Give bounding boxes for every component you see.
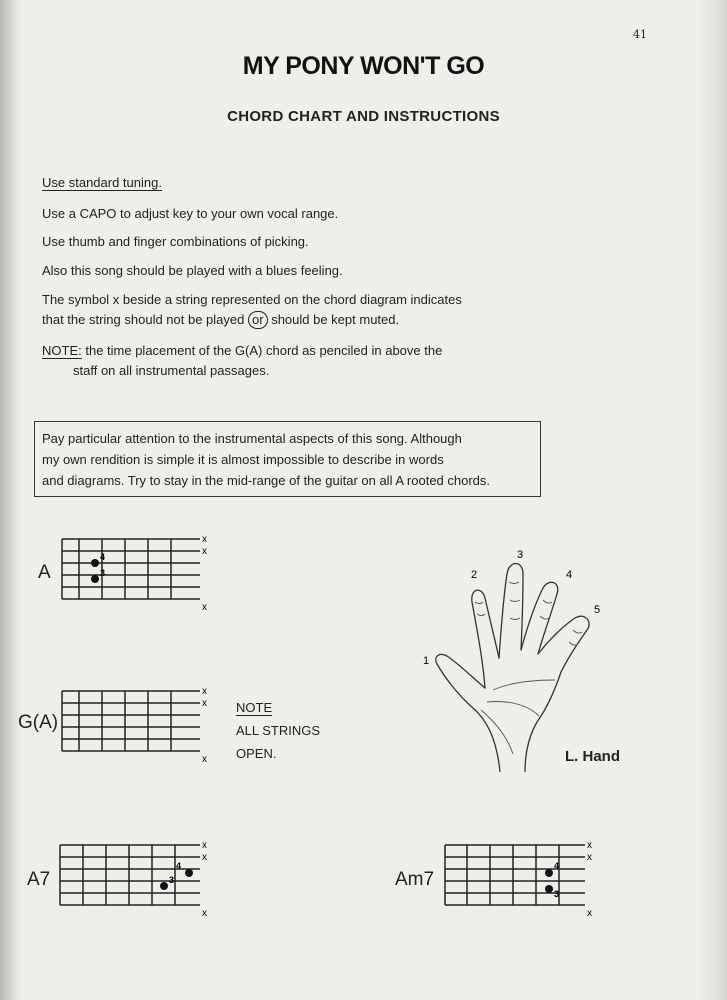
mute-mark: x (202, 534, 207, 545)
page-title: MY PONY WON'T GO (242, 52, 485, 80)
book-spine-shadow (0, 0, 22, 1000)
mute-mark: x (587, 840, 592, 851)
finger-dot (91, 559, 99, 567)
instruction-note (42, 341, 442, 381)
symbol-line-2 (42, 310, 462, 330)
mute-mark: x (202, 908, 207, 919)
note-line-2: staff on all instrumental passages. (73, 363, 270, 378)
finger-number: 4 (176, 861, 182, 871)
finger-number: 4 (554, 861, 560, 871)
box-line-1: Pay particular attention to the instrumental aspects of this song. Although (42, 431, 462, 446)
symbol-line-2-start: that the string should not be played (42, 312, 245, 327)
instruction-symbol (42, 290, 462, 330)
page-edge-shadow (699, 0, 727, 1000)
ga-note-heading: NOTE (236, 700, 273, 715)
finger-number: 4 (100, 552, 106, 562)
instruction-picking: Use thumb and finger combinations of picking. (42, 234, 309, 249)
finger-dot (185, 869, 193, 877)
finger-number: 3 (169, 875, 175, 885)
instrumental-note-box (34, 421, 541, 497)
note-text-1: the time placement of the G(A) chord as penciled in above the (81, 343, 443, 358)
chord-ga-label: G(A) (18, 712, 59, 733)
instruction-capo: Use a CAPO to adjust key to your own vocal range. (42, 206, 339, 221)
mute-mark: x (202, 754, 207, 765)
instruction-tuning (42, 173, 162, 193)
hand-crease-lines (475, 582, 582, 754)
tuning-text: Use standard tuning. (42, 175, 162, 190)
finger-label-1: 1 (423, 655, 430, 667)
ga-note-line-2: OPEN. (236, 746, 277, 761)
note-label: NOTE: (42, 343, 82, 358)
instruction-blues: Also this song should be played with a blues feeling. (42, 263, 343, 278)
mute-mark: x (587, 908, 592, 919)
chord-a-diagram (58, 534, 218, 614)
symbol-line-2-end: should be kept muted. (271, 312, 400, 327)
finger-label-4: 4 (566, 569, 573, 581)
chord-ga-diagram (58, 686, 218, 766)
chord-am7-label: Am7 (395, 869, 435, 890)
ga-note-line-1: ALL STRINGS (236, 723, 321, 738)
circled-or: or (248, 311, 268, 329)
finger-dot (545, 869, 553, 877)
left-hand-drawing (415, 540, 615, 772)
chord-a7-label: A7 (27, 869, 51, 890)
finger-number: 3 (100, 568, 106, 578)
mute-mark: x (202, 546, 207, 557)
finger-label-2: 2 (471, 569, 478, 581)
page-subtitle: CHORD CHART AND INSTRUCTIONS (227, 108, 500, 125)
page-number: 41 (633, 28, 647, 41)
hand-outline-icon (436, 564, 589, 773)
ga-open-note (236, 696, 320, 765)
box-line-2: my own rendition is simple it is almost impossible to describe in words (42, 452, 444, 467)
chord-a7-diagram (58, 840, 218, 920)
mute-mark: x (202, 840, 207, 851)
box-line-3: and diagrams. Try to stay in the mid-range of the guitar on all A rooted chords. (42, 473, 491, 488)
left-hand-label: L. Hand (565, 748, 620, 765)
finger-label-3: 3 (517, 549, 524, 561)
mute-mark: x (587, 852, 592, 863)
finger-number: 3 (554, 889, 560, 899)
chord-a-label: A (38, 562, 51, 583)
finger-dot (91, 575, 99, 583)
mute-mark: x (202, 686, 207, 697)
finger-label-5: 5 (594, 604, 601, 616)
mute-mark: x (202, 698, 207, 709)
symbol-line-1: The symbol x beside a string represented on the chord diagram indicates (42, 292, 462, 307)
finger-dot (545, 885, 553, 893)
mute-mark: x (202, 602, 207, 613)
mute-mark: x (202, 852, 207, 863)
note-line-1 (42, 341, 442, 361)
finger-dot (160, 882, 168, 890)
chord-am7-diagram (443, 840, 603, 920)
